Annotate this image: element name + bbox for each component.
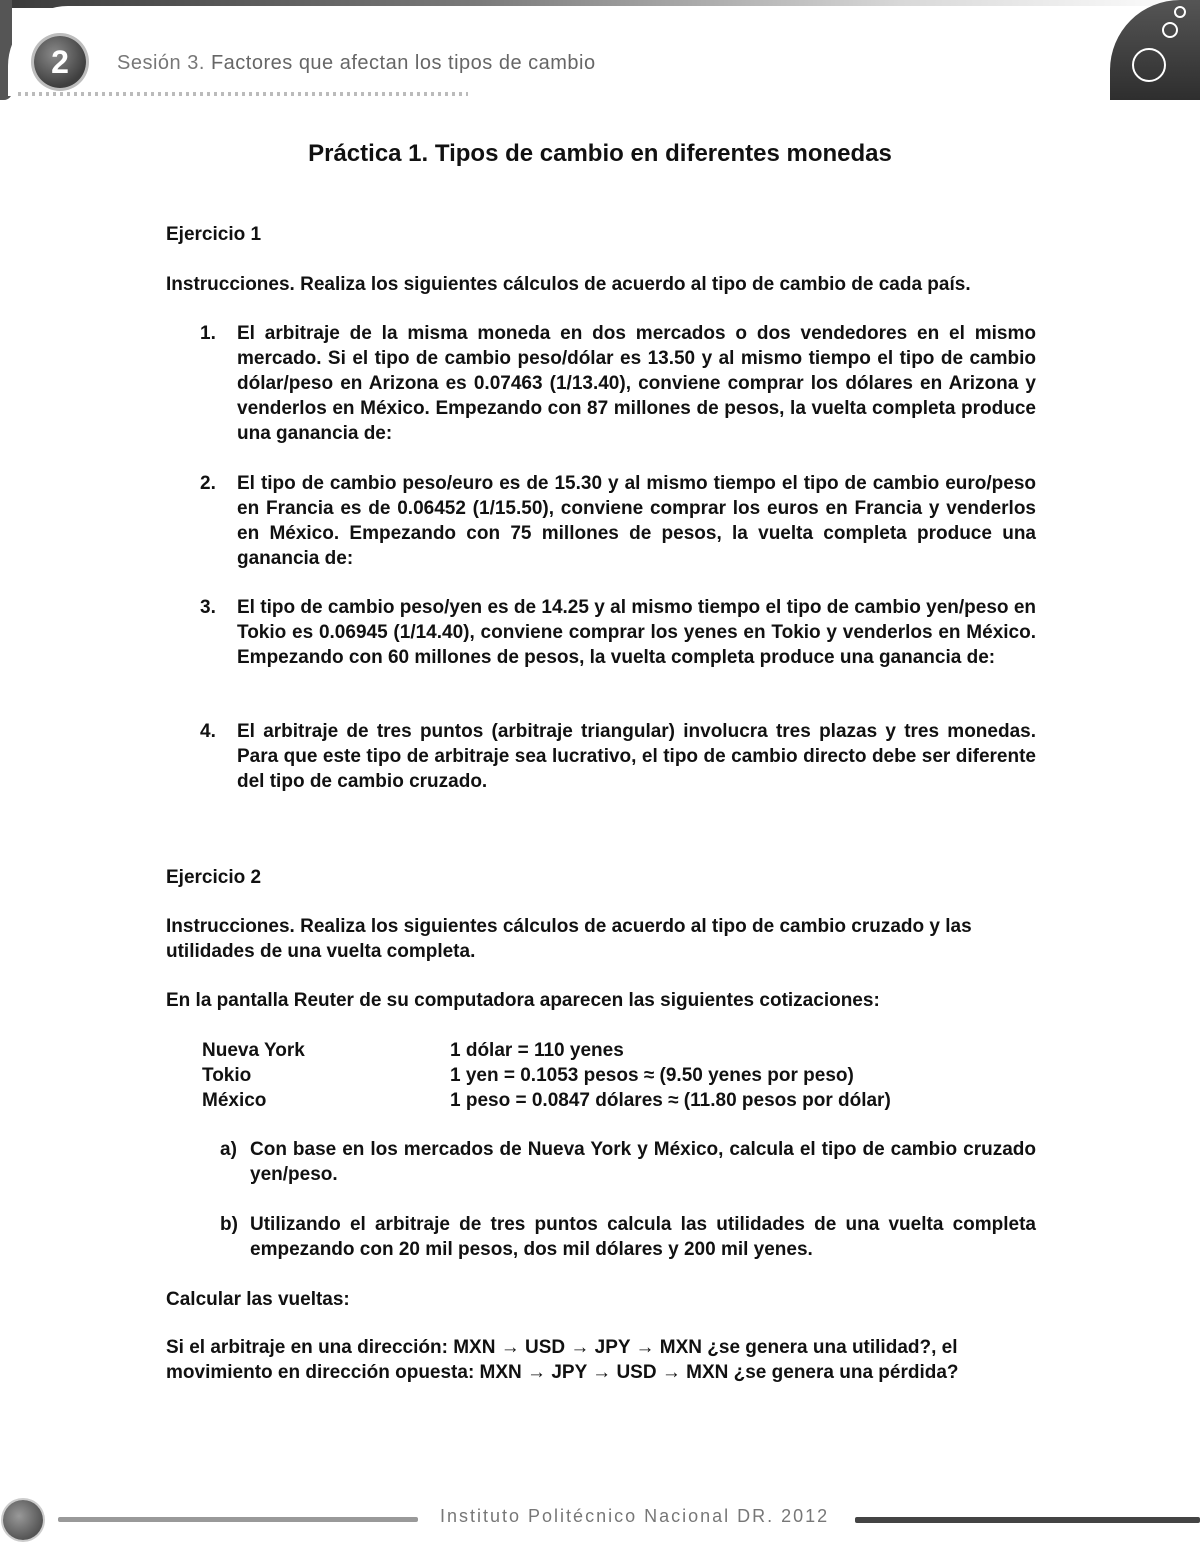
list-item — [200, 719, 1036, 794]
item-number: 3. — [200, 597, 216, 618]
calc-heading: Calcular las vueltas: — [166, 1289, 350, 1310]
list-item — [200, 595, 1036, 670]
sub-item-text: Con base en los mercados de Nueva York y México, calcula el tipo de cambio cruzado yen/peso. — [250, 1139, 1036, 1185]
session-number-badge: 2 — [34, 36, 86, 88]
ipn-logo-icon — [3, 1500, 43, 1540]
quote-row — [202, 1063, 891, 1088]
sub-item-text: Utilizando el arbitraje de tres puntos calcula las utilidades de una vuelta completa empezando con 20 mil pesos, dos mil dólares y 200 mil yenes. — [250, 1214, 1036, 1260]
list-item — [200, 321, 1036, 446]
quote-rate: 1 dólar = 110 yenes — [450, 1040, 624, 1061]
instructions-lead: Instrucciones. — [166, 274, 295, 295]
item-text: El tipo de cambio peso/yen es de 14.25 y al mismo tiempo el tipo de cambio yen/peso en Tokio es 0.06945 (1/14.40), conviene comprar los yenes en Tokio y venderlos en México. Empezando con 60 millones de pesos, la vuelta completa produce una ganancia de: — [237, 597, 1036, 668]
ejercicio1-heading: Ejercicio 1 — [166, 224, 262, 245]
calc-text: Si el arbitraje en una dirección: MXN → USD → JPY → MXN ¿se genera una utilidad?, el movimiento en dirección opuesta: MXN → JPY → USD → MXN ¿se genera una pérdida? — [166, 1337, 959, 1383]
quote-row — [202, 1038, 891, 1063]
quotes-table — [202, 1038, 891, 1113]
quote-city: México — [202, 1090, 267, 1111]
instructions-lead: Instrucciones. — [166, 916, 295, 937]
instructions-text: Realiza los siguientes cálculos de acuerdo al tipo de cambio de cada país. — [294, 274, 971, 295]
header-panel — [8, 6, 1198, 96]
list-item — [200, 471, 1036, 571]
item-text: El arbitraje de tres puntos (arbitraje triangular) involucra tres plazas y tres monedas. Para que este tipo de arbitraje sea lucrativo, el tipo de cambio directo debe ser diferente del tipo de cambio cruzado. — [237, 721, 1036, 792]
session-prefix: Sesión 3. — [117, 52, 205, 74]
ejercicio2-instructions — [166, 914, 1036, 964]
item-number: 1. — [200, 323, 216, 344]
footer-text: Instituto Politécnico Nacional DR. 2012 — [440, 1506, 830, 1526]
header-dotted-line — [18, 92, 468, 96]
footer-line-left — [58, 1517, 418, 1522]
sub-item — [220, 1212, 1036, 1262]
quote-city: Nueva York — [202, 1040, 305, 1061]
ejercicio1-instructions — [166, 272, 1036, 297]
quote-rate: 1 yen = 0.1053 pesos ≈ (9.50 yenes por peso) — [450, 1065, 854, 1086]
item-number: 4. — [200, 721, 216, 742]
session-title: Factores que afectan los tipos de cambio — [210, 52, 596, 74]
sub-item-label: b) — [220, 1214, 238, 1235]
quote-city: Tokio — [202, 1065, 252, 1086]
page-title: Práctica 1. Tipos de cambio en diferentes monedas — [308, 140, 892, 167]
sub-item-label: a) — [220, 1139, 237, 1160]
circle-decoration-icon — [1162, 22, 1178, 38]
quote-row — [202, 1088, 891, 1113]
session-label — [117, 52, 596, 75]
circle-decoration-icon — [1174, 6, 1186, 18]
page-header — [0, 0, 1200, 105]
sub-item — [220, 1137, 1036, 1187]
circle-decoration-icon — [1132, 48, 1166, 82]
item-text: El tipo de cambio peso/euro es de 15.30 y al mismo tiempo el tipo de cambio euro/peso en Francia es de 0.06452 (1/15.50), conviene comprar los euros en Francia y venderlos en México. Empezando con 75 millones de pesos, la vuelta completa produce una ganancia de: — [237, 473, 1036, 569]
ejercicio2-heading: Ejercicio 2 — [166, 867, 262, 888]
quote-rate: 1 peso = 0.0847 dólares ≈ (11.80 pesos por dólar) — [450, 1090, 891, 1111]
footer-line-right — [855, 1517, 1200, 1523]
ejercicio2-intro: En la pantalla Reuter de su computadora aparecen las siguientes cotizaciones: — [166, 990, 880, 1011]
item-number: 2. — [200, 473, 216, 494]
item-text: El arbitraje de la misma moneda en dos mercados o dos vendedores en el mismo mercado. Si el tipo de cambio peso/dólar es 13.50 y al mismo tiempo el tipo de cambio dólar/peso en Arizona es 0.07463 (1/13.40), conviene comprar los dólares en Arizona y venderlos en México. Empezando con 87 millones de pesos, la vuelta completa produce una ganancia de: — [237, 323, 1036, 444]
instructions-text: Realiza los siguientes cálculos de acuerdo al tipo de cambio cruzado y las utilidades de una vuelta completa. — [166, 916, 972, 962]
